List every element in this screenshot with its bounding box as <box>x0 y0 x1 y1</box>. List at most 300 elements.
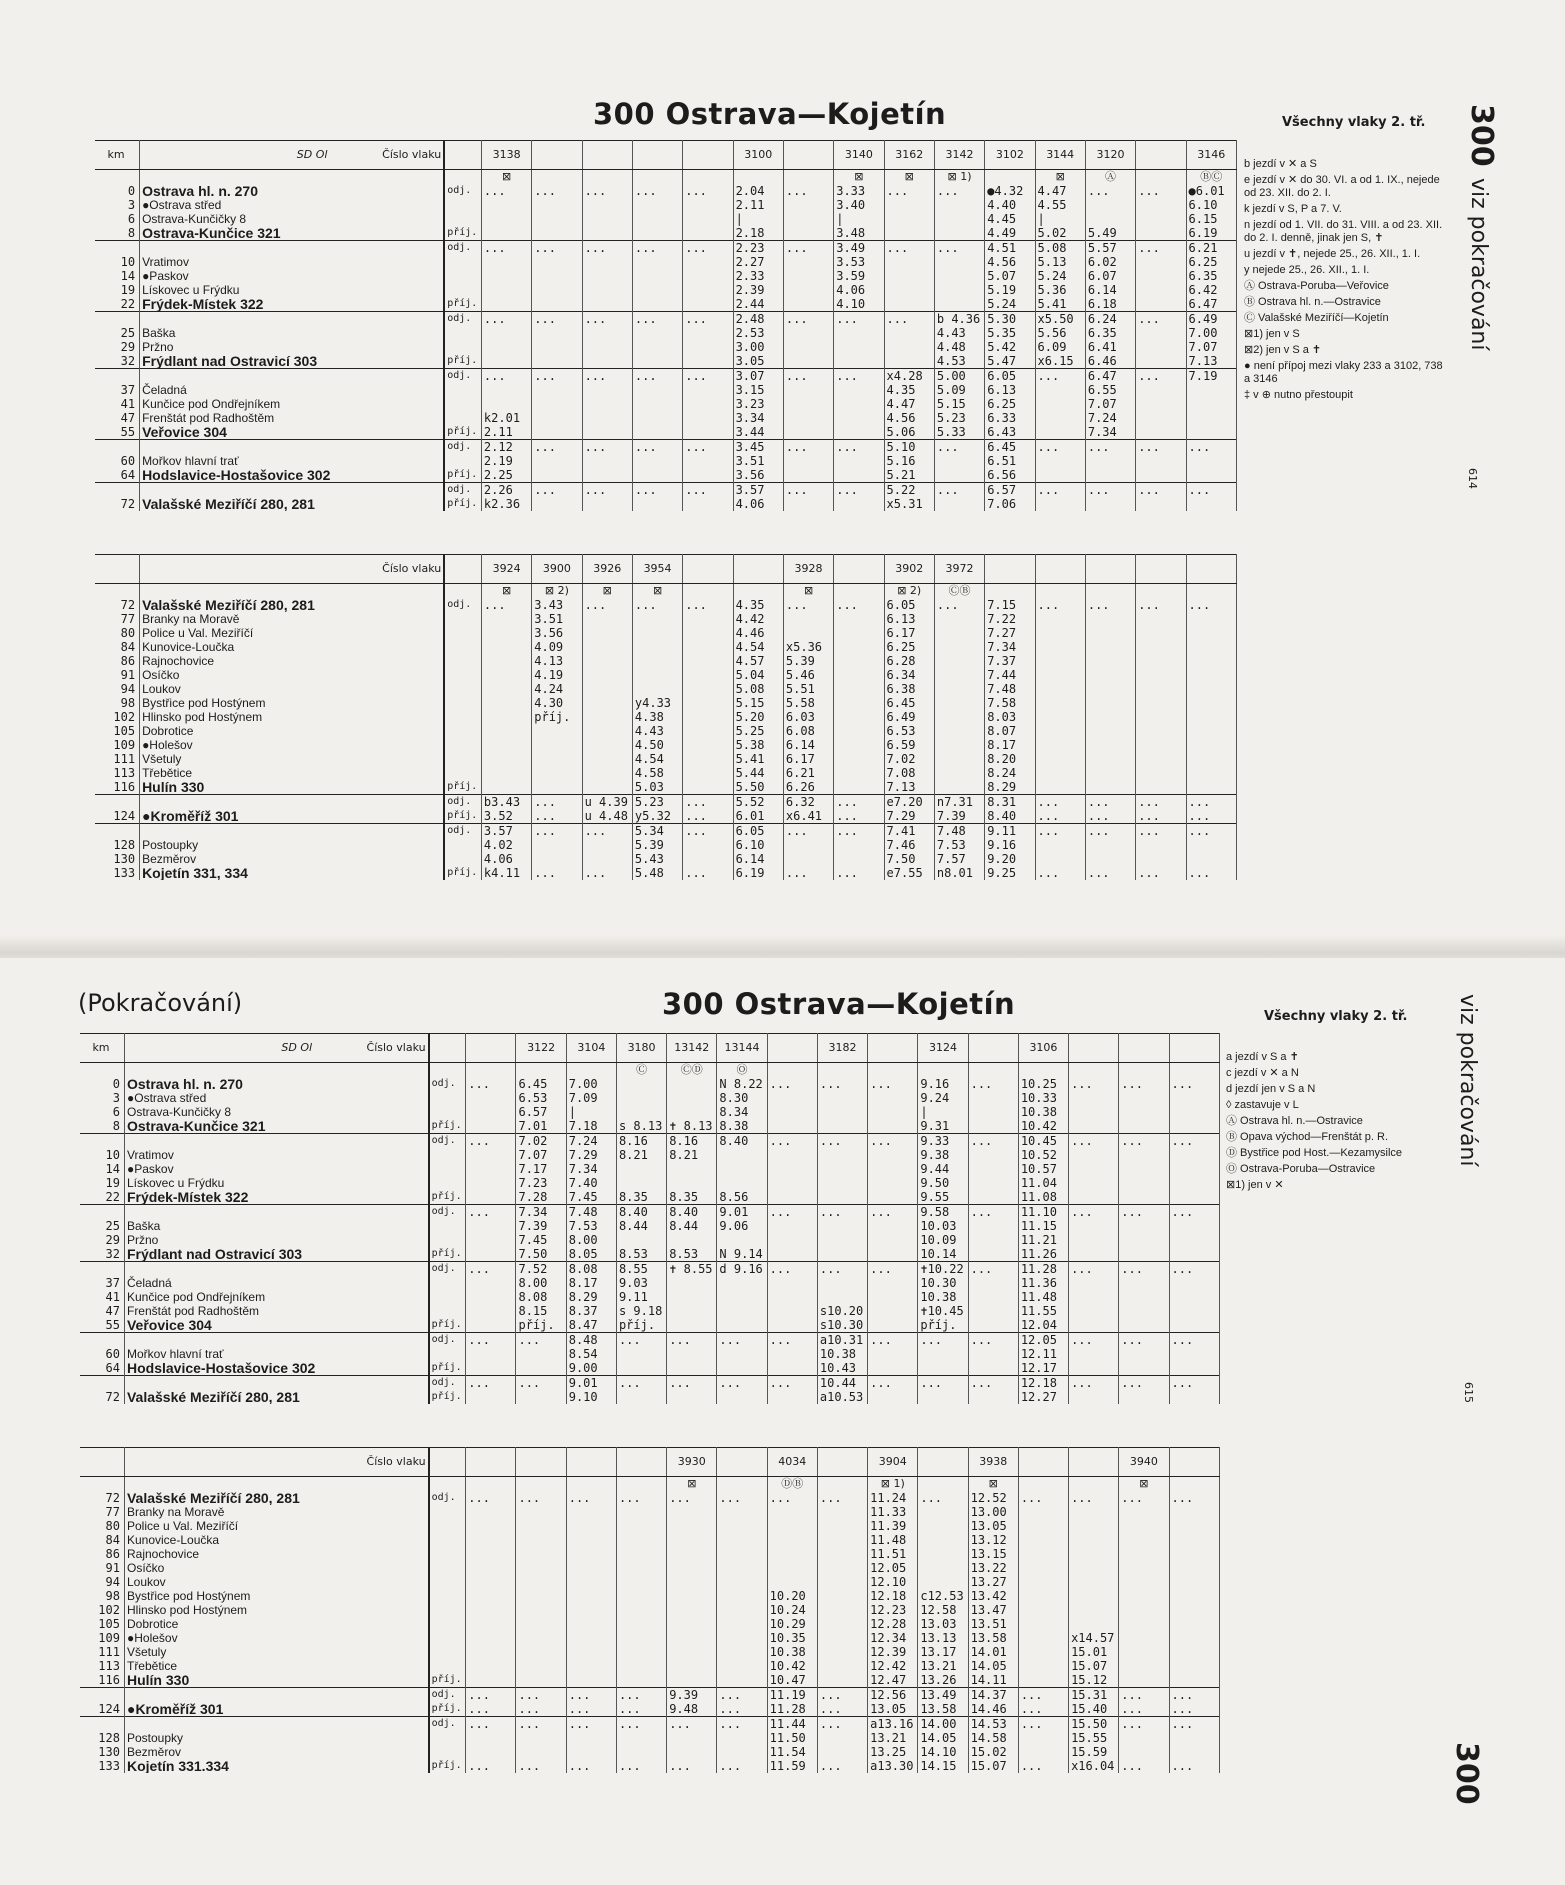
train-number <box>566 1448 616 1477</box>
arrival-departure-mark <box>444 340 481 354</box>
departure-time: 4.35 <box>733 598 783 612</box>
departure-time: x16.04 <box>1069 1759 1119 1773</box>
departure-time <box>481 212 531 226</box>
arrival-departure-mark <box>429 1091 466 1105</box>
departure-time <box>582 454 632 468</box>
header-row <box>95 141 1237 170</box>
station-name: Frýdek-Místek 322 <box>140 297 445 312</box>
departure-time: ... <box>667 1333 717 1348</box>
station-row <box>95 710 1237 724</box>
departure-time <box>817 1645 867 1659</box>
departure-time <box>616 1547 666 1561</box>
departure-time: 12.27 <box>1018 1390 1068 1404</box>
departure-time <box>717 1533 767 1547</box>
station-row <box>95 497 1237 511</box>
km-value: 8 <box>95 226 140 241</box>
km-value: 113 <box>80 1659 124 1673</box>
station-name: Branky na Moravě <box>140 612 445 626</box>
train-symbol <box>582 170 632 185</box>
class-note: Všechny vlaky 2. tř. <box>1264 1009 1408 1024</box>
station-row <box>80 1205 1220 1220</box>
station-name: Rajnochovice <box>140 654 445 668</box>
km-value: 111 <box>95 752 140 766</box>
departure-time <box>466 1148 516 1162</box>
departure-time: ✝10.45 <box>918 1304 968 1318</box>
station-name: Ostrava-Kunčice 321 <box>124 1119 428 1134</box>
station-row <box>95 824 1237 839</box>
departure-time <box>616 1673 666 1688</box>
sign-header <box>444 555 481 584</box>
departure-time: 8.29 <box>566 1290 616 1304</box>
departure-time <box>632 411 682 425</box>
departure-time: 11.55 <box>1018 1304 1068 1318</box>
km-value <box>95 483 140 498</box>
arrival-departure-mark: příj. <box>429 1361 466 1376</box>
departure-time <box>1186 710 1236 724</box>
departure-time: ... <box>466 1702 516 1717</box>
departure-time <box>868 1233 918 1247</box>
departure-time: 5.39 <box>632 838 682 852</box>
departure-time: 6.19 <box>733 866 783 880</box>
departure-time <box>767 1361 817 1376</box>
arrival-departure-mark <box>444 612 481 626</box>
station-row <box>95 440 1237 455</box>
departure-time <box>1069 1219 1119 1233</box>
station-row <box>80 1276 1220 1290</box>
departure-time <box>632 454 682 468</box>
departure-time <box>717 1645 767 1659</box>
departure-time <box>667 1091 717 1105</box>
departure-time <box>783 454 833 468</box>
departure-time: ... <box>481 312 531 327</box>
departure-time: ... <box>667 1759 717 1773</box>
departure-time: 3.52 <box>481 809 531 824</box>
departure-time <box>616 1361 666 1376</box>
departure-time: 4.45 <box>985 212 1035 226</box>
departure-time: 7.28 <box>516 1190 566 1205</box>
departure-time <box>1186 612 1236 626</box>
departure-time <box>532 724 582 738</box>
departure-time: ... <box>1169 1077 1219 1091</box>
departure-time: 2.19 <box>481 454 531 468</box>
km-value: 29 <box>80 1233 124 1247</box>
departure-time: 12.52 <box>968 1491 1018 1505</box>
departure-time <box>466 1390 516 1404</box>
departure-time <box>1069 1247 1119 1262</box>
departure-time: 8.05 <box>566 1247 616 1262</box>
arrival-departure-mark <box>444 724 481 738</box>
departure-time: 9.16 <box>918 1077 968 1091</box>
km-value <box>95 312 140 327</box>
departure-time: 7.02 <box>516 1134 566 1149</box>
departure-time: x6.41 <box>783 809 833 824</box>
km-value: 77 <box>95 612 140 626</box>
departure-time <box>1018 1617 1068 1631</box>
arrival-departure-mark: příj. <box>444 297 481 312</box>
train-symbol: ⊠ <box>783 584 833 599</box>
departure-time <box>1169 1176 1219 1190</box>
departure-time: 7.45 <box>566 1190 616 1205</box>
departure-time: x5.31 <box>884 497 934 511</box>
departure-time <box>1069 1505 1119 1519</box>
departure-time: 6.45 <box>985 440 1035 455</box>
departure-time <box>532 411 582 425</box>
km-value: 102 <box>80 1603 124 1617</box>
departure-time <box>1119 1519 1169 1533</box>
departure-time <box>466 1162 516 1176</box>
departure-time <box>1035 468 1085 483</box>
arrival-departure-mark <box>444 654 481 668</box>
train-number <box>683 141 733 170</box>
departure-time: ... <box>532 312 582 327</box>
station-row <box>95 483 1237 498</box>
station-row <box>80 1162 1220 1176</box>
departure-time: 13.27 <box>968 1575 1018 1589</box>
train-symbol <box>683 170 733 185</box>
departure-time: 8.17 <box>985 738 1035 752</box>
departure-time <box>1035 696 1085 710</box>
train-number: 3902 <box>884 555 934 584</box>
departure-time: ... <box>968 1333 1018 1348</box>
departure-time <box>667 1631 717 1645</box>
departure-time: ... <box>884 184 934 198</box>
departure-time: 10.30 <box>918 1276 968 1290</box>
departure-time <box>1069 1533 1119 1547</box>
departure-time <box>934 297 984 312</box>
station-header <box>140 141 445 170</box>
departure-time: ... <box>868 1077 918 1091</box>
departure-time: příj. <box>516 1318 566 1333</box>
departure-time <box>1119 1219 1169 1233</box>
footnote: Ⓒ Valašské Meziříčí—Kojetín <box>1244 312 1389 324</box>
departure-time <box>868 1304 918 1318</box>
departure-time: 8.34 <box>717 1105 767 1119</box>
station-row <box>95 354 1237 369</box>
station-name: Baška <box>140 326 445 340</box>
departure-time <box>918 1390 968 1404</box>
departure-time <box>783 255 833 269</box>
train-symbol: ⊠ <box>667 1477 717 1492</box>
station-name: Dobrotice <box>124 1617 428 1631</box>
departure-time: 5.43 <box>632 852 682 866</box>
departure-time <box>783 612 833 626</box>
departure-time <box>968 1361 1018 1376</box>
station-row <box>95 640 1237 654</box>
departure-time: ... <box>632 440 682 455</box>
departure-time <box>466 1233 516 1247</box>
station-row <box>80 1148 1220 1162</box>
station-row <box>95 780 1237 795</box>
departure-time: 8.17 <box>566 1276 616 1290</box>
departure-time <box>1119 1361 1169 1376</box>
departure-time <box>1119 1148 1169 1162</box>
km-value: 94 <box>95 682 140 696</box>
departure-time <box>582 838 632 852</box>
departure-time <box>767 1105 817 1119</box>
departure-time: 7.13 <box>1186 354 1236 369</box>
departure-time <box>783 283 833 297</box>
departure-time <box>582 696 632 710</box>
footnote: d jezdí jen v S a N <box>1226 1083 1316 1095</box>
departure-time: 8.40 <box>667 1205 717 1220</box>
departure-time <box>516 1519 566 1533</box>
departure-time <box>1169 1318 1219 1333</box>
train-number <box>1169 1448 1219 1477</box>
train-number <box>683 555 733 584</box>
departure-time <box>834 668 884 682</box>
departure-time <box>767 1233 817 1247</box>
departure-time: 4.19 <box>532 668 582 682</box>
departure-time: 9.55 <box>918 1190 968 1205</box>
departure-time: 14.53 <box>968 1717 1018 1732</box>
departure-time: 6.19 <box>1186 226 1236 241</box>
departure-time <box>1119 1233 1169 1247</box>
departure-time: 2.18 <box>733 226 783 241</box>
departure-time: 7.27 <box>985 626 1035 640</box>
departure-time: 5.24 <box>1035 269 1085 283</box>
train-number <box>717 1448 767 1477</box>
departure-time <box>934 226 984 241</box>
departure-time <box>683 297 733 312</box>
station-row <box>95 626 1237 640</box>
departure-time <box>783 411 833 425</box>
departure-time <box>582 297 632 312</box>
departure-time <box>1169 1603 1219 1617</box>
departure-time <box>817 1233 867 1247</box>
km-cell <box>95 584 140 599</box>
departure-time: ... <box>616 1702 666 1717</box>
km-value: 0 <box>80 1077 124 1091</box>
departure-time: 4.43 <box>934 326 984 340</box>
departure-time: ... <box>1085 598 1135 612</box>
departure-time <box>834 454 884 468</box>
arrival-departure-mark <box>429 1219 466 1233</box>
departure-time <box>466 1105 516 1119</box>
footnote: ⊠1) jen v ✕ <box>1226 1179 1284 1191</box>
departure-time <box>934 212 984 226</box>
departure-time: u 4.48 <box>582 809 632 824</box>
train-symbol: ⒸⒷ <box>934 584 984 599</box>
departure-time <box>1169 1276 1219 1290</box>
departure-time: 7.41 <box>884 824 934 839</box>
departure-time: 6.10 <box>1186 198 1236 212</box>
departure-time: 6.38 <box>884 682 934 696</box>
departure-time: 7.19 <box>1186 369 1236 384</box>
departure-time: 7.07 <box>516 1148 566 1162</box>
departure-time <box>632 626 682 640</box>
departure-time <box>817 1290 867 1304</box>
departure-time: 6.05 <box>985 369 1035 384</box>
km-value: 86 <box>80 1547 124 1561</box>
departure-time: ... <box>1085 809 1135 824</box>
km-value: 10 <box>95 255 140 269</box>
train-symbol: ⊠ <box>582 584 632 599</box>
departure-time: ... <box>868 1262 918 1277</box>
departure-time <box>683 425 733 440</box>
arrival-departure-mark: příj. <box>444 226 481 241</box>
station-row <box>95 369 1237 384</box>
departure-time <box>1136 752 1186 766</box>
departure-time <box>717 1390 767 1404</box>
departure-time <box>918 1519 968 1533</box>
km-value: 25 <box>95 326 140 340</box>
arrival-departure-mark <box>429 1603 466 1617</box>
departure-time <box>1136 626 1186 640</box>
departure-time: ... <box>582 440 632 455</box>
departure-time: 3.07 <box>733 369 783 384</box>
departure-time: 4.54 <box>733 640 783 654</box>
km-value: 6 <box>95 212 140 226</box>
departure-time <box>1018 1505 1068 1519</box>
departure-time: 11.59 <box>767 1759 817 1773</box>
departure-time <box>1035 780 1085 795</box>
arrival-departure-mark <box>429 1745 466 1759</box>
station-row <box>80 1589 1220 1603</box>
km-value <box>80 1205 124 1220</box>
train-symbol <box>1018 1477 1068 1492</box>
departure-time <box>667 1603 717 1617</box>
station-row <box>80 1745 1220 1759</box>
departure-time <box>683 668 733 682</box>
departure-time <box>1169 1659 1219 1673</box>
train-symbol <box>985 170 1035 185</box>
departure-time <box>717 1290 767 1304</box>
km-value <box>80 1333 124 1348</box>
departure-time: ... <box>532 184 582 198</box>
departure-time: 7.57 <box>934 852 984 866</box>
station-row <box>80 1119 1220 1134</box>
departure-time <box>767 1505 817 1519</box>
departure-time: ... <box>466 1491 516 1505</box>
departure-time: a13.30 <box>868 1759 918 1773</box>
departure-time: 5.58 <box>783 696 833 710</box>
departure-time <box>683 752 733 766</box>
departure-time <box>516 1575 566 1589</box>
header-row <box>95 555 1237 584</box>
departure-time: ... <box>582 312 632 327</box>
departure-time: 7.58 <box>985 696 1035 710</box>
km-value: 19 <box>95 283 140 297</box>
km-value: 84 <box>80 1533 124 1547</box>
departure-time <box>1119 1318 1169 1333</box>
departure-time: 6.49 <box>884 710 934 724</box>
departure-time <box>667 1505 717 1519</box>
departure-time: ... <box>1186 483 1236 498</box>
departure-time <box>1119 1390 1169 1404</box>
departure-time: 5.41 <box>733 752 783 766</box>
departure-time: 5.47 <box>985 354 1035 369</box>
departure-time: 13.25 <box>868 1745 918 1759</box>
departure-time <box>566 1533 616 1547</box>
departure-time <box>717 1589 767 1603</box>
departure-time <box>683 255 733 269</box>
departure-time <box>566 1673 616 1688</box>
train-symbol <box>817 1477 867 1492</box>
departure-time: ... <box>616 1759 666 1773</box>
departure-time: 9.38 <box>918 1148 968 1162</box>
departure-time <box>817 1731 867 1745</box>
departure-time <box>1136 724 1186 738</box>
departure-time <box>481 752 531 766</box>
departure-time: ... <box>884 241 934 256</box>
departure-time: | <box>918 1105 968 1119</box>
departure-time: 7.34 <box>566 1162 616 1176</box>
km-value: 29 <box>95 340 140 354</box>
departure-time <box>717 1745 767 1759</box>
departure-time: 5.19 <box>985 283 1035 297</box>
departure-time <box>532 226 582 241</box>
departure-time <box>516 1361 566 1376</box>
departure-time: 6.53 <box>884 724 934 738</box>
departure-time <box>1136 497 1186 511</box>
departure-time <box>934 668 984 682</box>
station-row <box>95 283 1237 297</box>
station-name <box>140 440 445 455</box>
station-row <box>80 1134 1220 1149</box>
departure-time: | <box>1035 212 1085 226</box>
departure-time: 13.13 <box>918 1631 968 1645</box>
departure-time: ... <box>1136 312 1186 327</box>
departure-time <box>968 1276 1018 1290</box>
departure-time: ... <box>1018 1759 1068 1773</box>
departure-time <box>566 1745 616 1759</box>
departure-time <box>566 1603 616 1617</box>
departure-time: ... <box>616 1717 666 1732</box>
station-cell <box>140 170 445 185</box>
departure-time: ... <box>834 824 884 839</box>
departure-time <box>466 1589 516 1603</box>
departure-time: 10.52 <box>1018 1148 1068 1162</box>
departure-time <box>616 1745 666 1759</box>
departure-time: ... <box>834 440 884 455</box>
departure-time <box>616 1617 666 1631</box>
station-name <box>140 795 445 810</box>
departure-time: ... <box>1085 440 1135 455</box>
km-header <box>95 555 140 584</box>
departure-time: příj. <box>532 710 582 724</box>
station-name: Bezměrov <box>124 1745 428 1759</box>
departure-time <box>1169 1361 1219 1376</box>
departure-time: ... <box>466 1759 516 1773</box>
train-symbol <box>868 1063 918 1078</box>
departure-time: 10.35 <box>767 1631 817 1645</box>
page-615 <box>0 958 1565 1885</box>
departure-time <box>1119 1176 1169 1190</box>
train-symbol <box>1035 584 1085 599</box>
departure-time <box>1069 1603 1119 1617</box>
departure-time <box>516 1631 566 1645</box>
arrival-departure-mark <box>444 838 481 852</box>
departure-time <box>1018 1547 1068 1561</box>
departure-time: 11.19 <box>767 1688 817 1703</box>
departure-time: 7.48 <box>566 1205 616 1220</box>
departure-time <box>1136 198 1186 212</box>
departure-time: 10.57 <box>1018 1162 1068 1176</box>
departure-time: ... <box>532 866 582 880</box>
departure-time <box>481 710 531 724</box>
departure-time <box>566 1645 616 1659</box>
station-name: Police u Val. Meziříčí <box>124 1519 428 1533</box>
departure-time: ... <box>1069 1205 1119 1220</box>
departure-time <box>1169 1731 1219 1745</box>
departure-time: 6.46 <box>1085 354 1135 369</box>
departure-time <box>1186 852 1236 866</box>
departure-time <box>918 1575 968 1589</box>
departure-time: N 9.14 <box>717 1247 767 1262</box>
departure-time: s10.20 <box>817 1304 867 1318</box>
km-cell <box>80 1477 124 1492</box>
departure-time <box>1085 738 1135 752</box>
